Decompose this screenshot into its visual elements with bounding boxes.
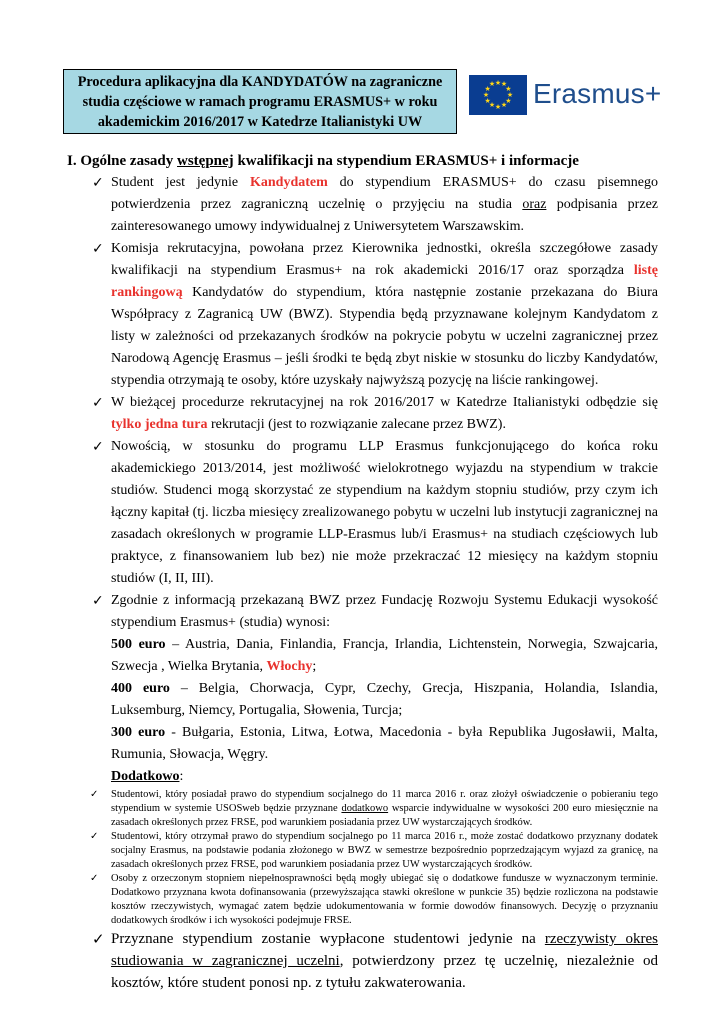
flag-star-icon: ★ — [484, 96, 491, 105]
eu-flag-icon — [469, 75, 527, 115]
additional-label: Dodatkowo: — [111, 769, 184, 784]
checkmark-icon: ✓ — [92, 395, 104, 411]
bullet-payment-period: ✓ Przyznane stypendium zostanie wypłacone studentowi jedynie na rzeczywisty okres studiowania w zagranicznej uczelni, potwierdzony przez tę uczelnię, niezależnie od kosztów, które student ponosi np. z tytułu zakwaterowania. — [92, 930, 659, 991]
checkmark-icon: ✓ — [92, 241, 104, 257]
title-line-2: studia częściowe w ramach programu ERASMUS+ w roku — [82, 94, 438, 110]
flag-star-icon: ★ — [494, 78, 502, 87]
flag-star-icon: ★ — [484, 84, 491, 93]
bullet-grant-rates: ✓ Zgodnie z informacją przekazaną BWZ przez Fundację Rozwoju Systemu Edukacji wysokość stypendium Erasmus+ (studia) wynosi: 500 euro – Austria, Dania, Finlandia, Francja, Irlandia, Lichtenstein, Norwegia, Szwajcaria, Szwecja , Wielka Brytania, Włochy; 400 euro – Belgia, Chorwacja, Cypr, Czechy, Grecja, Hiszpania, Holandia, Islandia, Luksemburg, Niemcy, Portugalia, Słowenia, Turcja; 300 euro - Bułgaria, Estonia, Litwa, Łotwa, Macedonia - była Republika Jugosławii, Malta, Rumunia, Słowacja, Węgry. Dodatkowo: — [56, 590, 658, 788]
rate-300: 300 euro - Bułgaria, Estonia, Litwa, Łotwa, Macedonia - była Republika Jugosławii, Malta, Rumunia, Słowacja, Węgry. — [111, 725, 658, 762]
sub-bullet-social-grant: ✓ Studentowi, który posiadał prawo do stypendium socjalnego do 11 marca 2016 r. oraz złożył oświadczenie o pobieraniu tego stypendium w systemie USOSweb będzie przyznane dodatkowo wsparcie indywidualne w wysokości 200 euro miesięcznie na zasadach określonych przez FRSE, pod warunkiem posiadania przez UW wystarczających środków. — [90, 789, 659, 828]
checkmark-icon: ✓ — [92, 175, 104, 191]
rate-500: 500 euro – Austria, Dania, Finlandia, Francja, Irlandia, Lichtenstein, Norwegia, Szwajcaria, Szwecja , Wielka Brytania, Włochy; — [111, 637, 658, 674]
sub-bullet-social-supplement: ✓ Studentowi, który otrzymał prawo do stypendium socjalnego po 11 marca 2016 r., może zostać dodatkowo przyznany dodatek socjalny Erasmus, na podstawie podania złożonego w BWZ w semestrze bezpośrednio poprzedzającym wyjazd za granicę, na zasadach określonych przez FRSE, pod warunkiem posiadania przez UW wystarczających środków. — [90, 831, 658, 870]
flag-star-icon: ★ — [494, 102, 502, 111]
flag-star-icon: ★ — [506, 90, 514, 99]
title-line-3: akademickim 2016/2017 w Katedrze Italianistyki UW — [97, 114, 423, 130]
flag-star-icon: ★ — [500, 100, 508, 109]
flag-star-icon: ★ — [488, 100, 496, 109]
flag-star-icon: ★ — [505, 84, 512, 93]
section-general-rules — [56, 150, 658, 994]
section-heading: I. Ogólne zasady wstępnej kwalifikacji na stypendium ERASMUS+ i informacje — [67, 153, 579, 169]
checkmark-icon: ✓ — [92, 439, 104, 455]
bullet-single-round: ✓ W bieżącej procedurze rekrutacyjnej na rok 2016/2017 w Katedrze Italianistyki odbędzie się tylko jedna tura rekrutacji (jest to rozwiązanie zalecane przez BWZ). — [56, 392, 658, 436]
bullet-recruitment-committee: ✓ Komisja rekrutacyjna, powołana przez Kierownika jednostki, określa szczegółowe zasady kwalifikacji na stypendium Erasmus+ na rok akademicki 2016/17 oraz sporządza listę rankingową Kandydatów do stypendium, która następnie zostanie przekazana do Biura Współpracy z Zagranicą UW (BWZ). Stypendia będą przyznawane kolejnym Kandydatom z listy w zależności od przekazanych środków na pokrycie pobytu w uczelni zagranicznej przez Narodową Agencję Erasmus – jeśli środki te będą zbyt niskie w stosunku do liczby Kandydatów, stypendia otrzymają te osoby, które uzyskały najwyższą pozycję na liście rankingowej. — [56, 238, 658, 392]
checkmark-icon: ✓ — [90, 831, 99, 842]
rate-400: 400 euro – Belgia, Chorwacja, Cypr, Czechy, Grecja, Hiszpania, Holandia, Islandia, Luksemburg, Niemcy, Portugalia, Słowenia, Turcja; — [111, 681, 658, 718]
checkmark-icon: ✓ — [92, 930, 105, 948]
flag-star-icon: ★ — [500, 80, 508, 89]
flag-star-icon: ★ — [488, 80, 496, 89]
erasmus-logo-text: Erasmus+ — [533, 78, 662, 109]
bullet-candidate-status: ✓ Student jest jedynie Kandydatem do stypendium ERASMUS+ do czasu pisemnego potwierdzenia przez zagraniczną uczelnię o przyjęciu na studia oraz podpisania przez zainteresowanego umowy indywidualnej z Uniwersytetem Warszawskim. — [56, 172, 658, 238]
erasmus-plus-logo — [469, 75, 684, 125]
title-line-1: Procedura aplikacyjna dla KANDYDATÓW na zagraniczne — [77, 74, 443, 90]
checkmark-icon: ✓ — [90, 789, 99, 800]
flag-star-icon: ★ — [505, 96, 512, 105]
checkmark-icon: ✓ — [90, 873, 99, 884]
checkmark-icon: ✓ — [92, 593, 104, 609]
bullet-multiple-mobility: ✓ Nowością, w stosunku do programu LLP Erasmus funkcjonującego do końca roku akademickiego 2013/2014, jest możliwość wielokrotnego wyjazdu na stypendium w trakcie studiów. Studenci mogą skorzystać ze stypendium na każdym stopniu studiów, przy czym ich łączny kapitał (tj. liczba miesięcy zrealizowanego pobytu w uczelni lub instytucji zagranicznej na zasadach określonych w programie LLP-Erasmus lub/i Erasmus+ na studiach częściowych lub praktyce, z finansowaniem lub bez) nie może przekraczać 12 miesięcy na każdym stopniu studiów (I, II, III). — [56, 436, 658, 590]
flag-star-icon: ★ — [482, 90, 490, 99]
document-title-box — [63, 69, 457, 134]
sub-bullet-disability-funds: ✓ Osoby z orzeczonym stopniem niepełnosprawności będą mogły ubiegać się o dodatkowe fundusze w wyznaczonym terminie. Dodatkowo przyznana kwota dofinansowania (przewyższająca stawki określone w punkcie 35) będzie rozliczona na podstawie kosztów rzeczywistych, wymagać zatem będzie udokumentowania w formie dowodów finansowych. Decyzję o przyznaniu dodatkowych środków i ich wysokości podejmuje FRSE. — [90, 873, 658, 926]
